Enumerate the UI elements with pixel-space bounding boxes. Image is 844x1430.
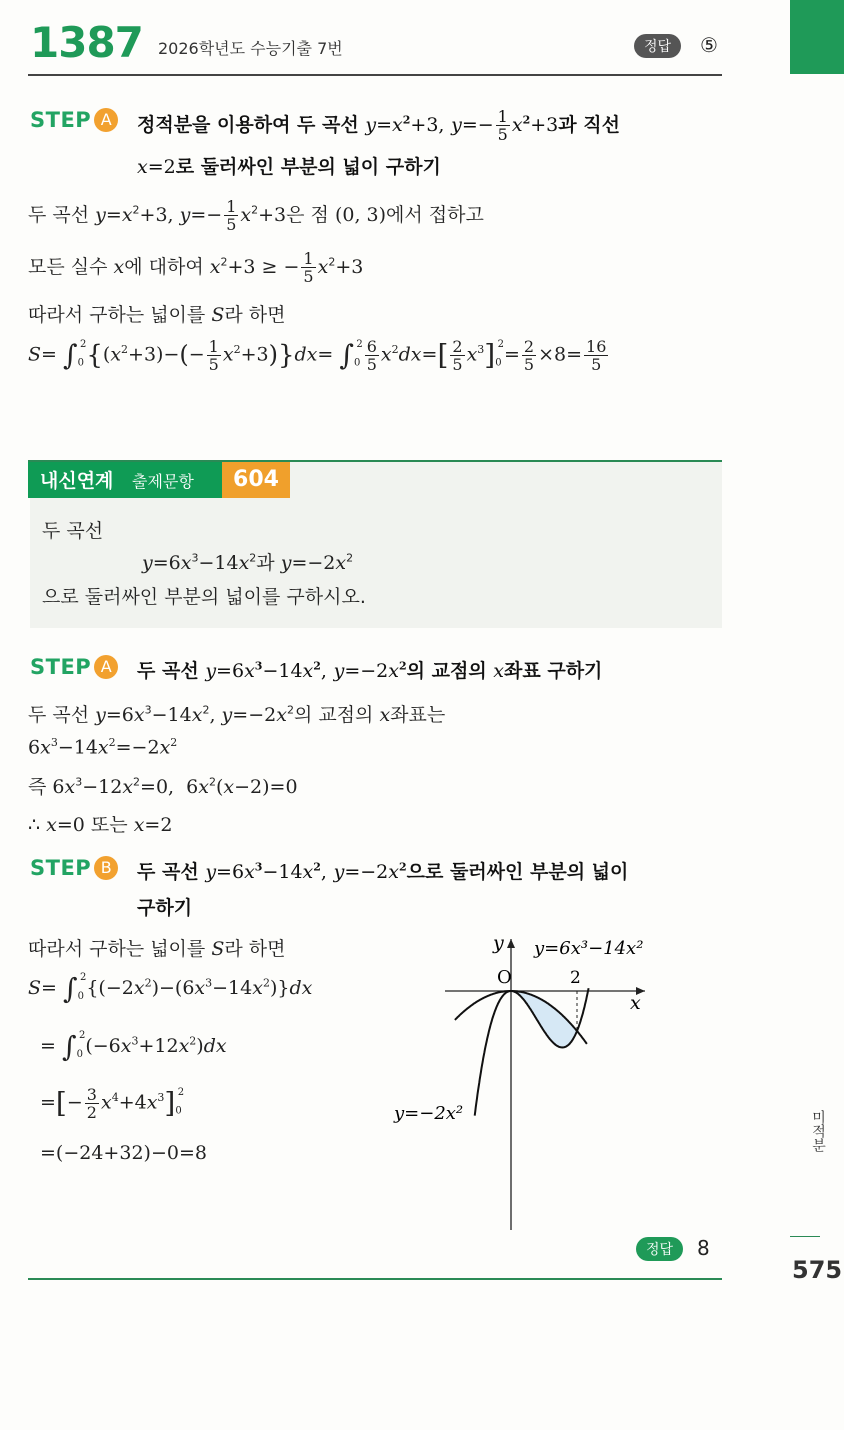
step-label: STEP — [30, 108, 92, 132]
page-number: 575 — [792, 1256, 843, 1284]
practice-subtitle: 출제문항 — [132, 472, 194, 491]
step-a2-heading — [30, 655, 118, 679]
footer-rule — [28, 1278, 722, 1280]
x-axis-label: x — [630, 992, 641, 1014]
step-a-title-line2: x=2로 둘러싸인 부분의 넓이 구하기 — [137, 156, 441, 178]
solution3-line2: $S= \int_0^2\{(-2x^2)-(6x^3-14x^2)\}dx$ — [28, 972, 313, 1005]
step-letter: B — [94, 856, 118, 880]
step-a-title: 정적분을 이용하여 두 곡선 $y=x^2+3$, y=− $\frac{1}{5}$ $x^2+3$과 직선 — [137, 107, 620, 144]
solution1-line1: 두 곡선 $y=x^2+3$, y=− $\frac{1}{5}$ $x^2+3$은 점 (0, 3)에서 접하고 — [28, 197, 484, 234]
answer-badge-2: 정답 — [636, 1237, 683, 1261]
header-rule — [28, 74, 722, 76]
step-b-title-line2: 구하기 — [137, 897, 193, 919]
parabola-label: y=−2x² — [394, 1103, 464, 1124]
solution3-line3: = $\int_0^2(-6x^3+12x^2)dx$ — [40, 1030, 227, 1063]
origin-label: O — [497, 967, 512, 988]
solution2-line3: 즉 $6x^3-12x^2=0$, $6x^2(x-2)=0$ — [28, 775, 298, 798]
y-axis-label: y — [493, 932, 504, 954]
practice-line2: $y=6x^3-14x^2$과 $y=-2x^2$ — [142, 551, 354, 574]
step-label: STEP — [30, 856, 92, 880]
solution2-line4: ∴ x=0 또는 x=2 — [28, 814, 173, 836]
graph — [390, 925, 690, 1235]
solution1-integral: $S= \int_0^2\{(x^2+3)-(-$ $\frac{1}{5}$ $x^2+3)\}dx= \int_0^2$ $\frac{6}{5}$ $x^2dx=$[ $\frac{2}{5}$ $x^3]_0^2=$ $\frac{2}{5}$ ×8= $\frac{16}{5}$ — [28, 337, 607, 374]
solution3-line4: =[− $\frac{3}{2}$ $x^4+4x^3]_0^2$ — [40, 1085, 185, 1122]
y-axis-arrow — [507, 939, 515, 948]
step-letter: A — [94, 655, 118, 679]
solution2-line1: 두 곡선 $y=6x^3-14x^2$, $y=-2x^2$의 교점의 x좌표는 — [28, 703, 446, 726]
cubic-label: y=6x³−14x² — [534, 938, 644, 959]
problem-source: 2026학년도 수능기출 7번 — [158, 39, 343, 58]
page-rule — [790, 1236, 820, 1237]
answer-value: ⑤ — [700, 33, 718, 57]
practice-line1: 두 곡선 — [42, 520, 104, 542]
step-a-heading — [30, 108, 118, 132]
step-b-heading — [30, 856, 118, 880]
solution2-line2: $6x^3-14x^2=-2x^2$ — [28, 736, 178, 759]
step-a2-title: 두 곡선 $y=6x^3-14x^2$, $y=-2x^2$의 교점의 x좌표 구하기 — [137, 659, 603, 682]
solution1-line3: 따라서 구하는 넓이를 S라 하면 — [28, 304, 286, 326]
solution3-line5: =(−24+32)−0=8 — [40, 1142, 207, 1164]
solution3-line1: 따라서 구하는 넓이를 S라 하면 — [28, 938, 286, 960]
answer-badge: 정답 — [634, 34, 681, 58]
step-label: STEP — [30, 655, 92, 679]
tick-2-label: 2 — [570, 968, 581, 988]
step-b-title: 두 곡선 $y=6x^3-14x^2$, $y=-2x^2$으로 둘러싸인 부분의 넓이 — [137, 860, 629, 883]
practice-line3: 으로 둘러싸인 부분의 넓이를 구하시오. — [42, 586, 366, 608]
practice-title: 내신연계 — [40, 470, 114, 492]
side-tab — [790, 0, 844, 74]
answer-value-2: 8 — [697, 1236, 710, 1260]
practice-number: 604 — [222, 462, 290, 498]
side-section-label: 미적분 — [810, 1110, 826, 1152]
solution1-line2: 모든 실수 x에 대하여 $x^2+3$ ≥ − $\frac{1}{5}$ $x^2+3$ — [28, 249, 364, 286]
step-letter: A — [94, 108, 118, 132]
problem-number: 1387 — [30, 18, 143, 67]
